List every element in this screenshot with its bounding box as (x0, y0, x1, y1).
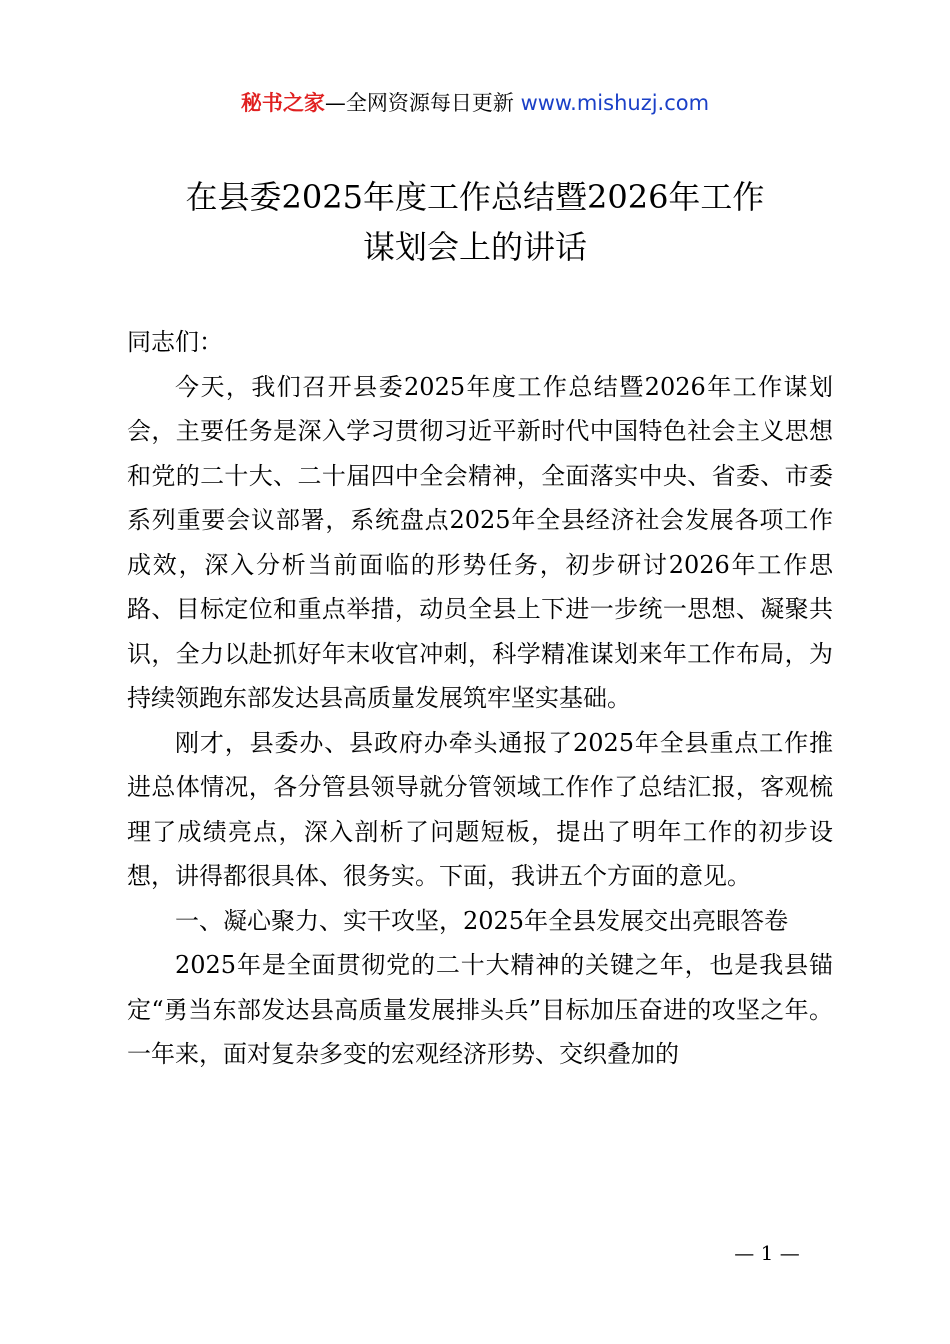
document-body (127, 320, 833, 1077)
paragraph-opening: 今天，我们召开县委2025年度工作总结暨2026年工作谋划会，主要任务是深入学习贯彻习近平新时代中国特色社会主义思想和党的二十大、二十届四中全会精神，全面落实中央、省委、市委系列重要会议部署，系统盘点2025年全县经济社会发展各项工作成效，深入分析当前面临的形势任务，初步研讨2026年工作思路、目标定位和重点举措，动员全县上下进一步统一思想、凝聚共识，全力以赴抓好年末收官冲刺，科学精准谋划来年工作布局，为持续领跑东部发达县高质量发展筑牢坚实基础。 (127, 372, 833, 712)
paragraph-intro: 刚才，县委办、县政府办牵头通报了2025年全县重点工作推进总体情况，各分管县领导就分管领域工作作了总结汇报，客观梳理了成绩亮点，深入剖析了问题短板，提出了明年工作的初步设想，讲得都很具体、很务实。下面，我讲五个方面的意见。 (127, 728, 833, 890)
site-tagline: —全网资源每日更新 (324, 91, 514, 115)
site-url-link[interactable]: www.mishuzj.com (520, 91, 710, 115)
document-title (110, 172, 840, 272)
section-1-paragraph: 2025年是全面贯彻党的二十大精神的关键之年，也是我县锚定“勇当东部发达县高质量发展排头兵”目标加压奋进的攻坚之年。一年来，面对复杂多变的宏观经济形势、交织叠加的 (127, 951, 833, 1068)
page-number: — 1 — (734, 1241, 800, 1265)
site-brand: 秘书之家 (240, 91, 325, 115)
section-heading-1: 一、凝心聚力、实干攻坚，2025年全县发展交出亮眼答卷 (175, 906, 789, 935)
salutation: 同志们： (127, 328, 223, 356)
document-title-line-2: 谋划会上的讲话 (362, 228, 587, 266)
document-title-line-1: 在县委2025年度工作总结暨2026年工作 (185, 178, 765, 216)
site-header (0, 88, 950, 118)
